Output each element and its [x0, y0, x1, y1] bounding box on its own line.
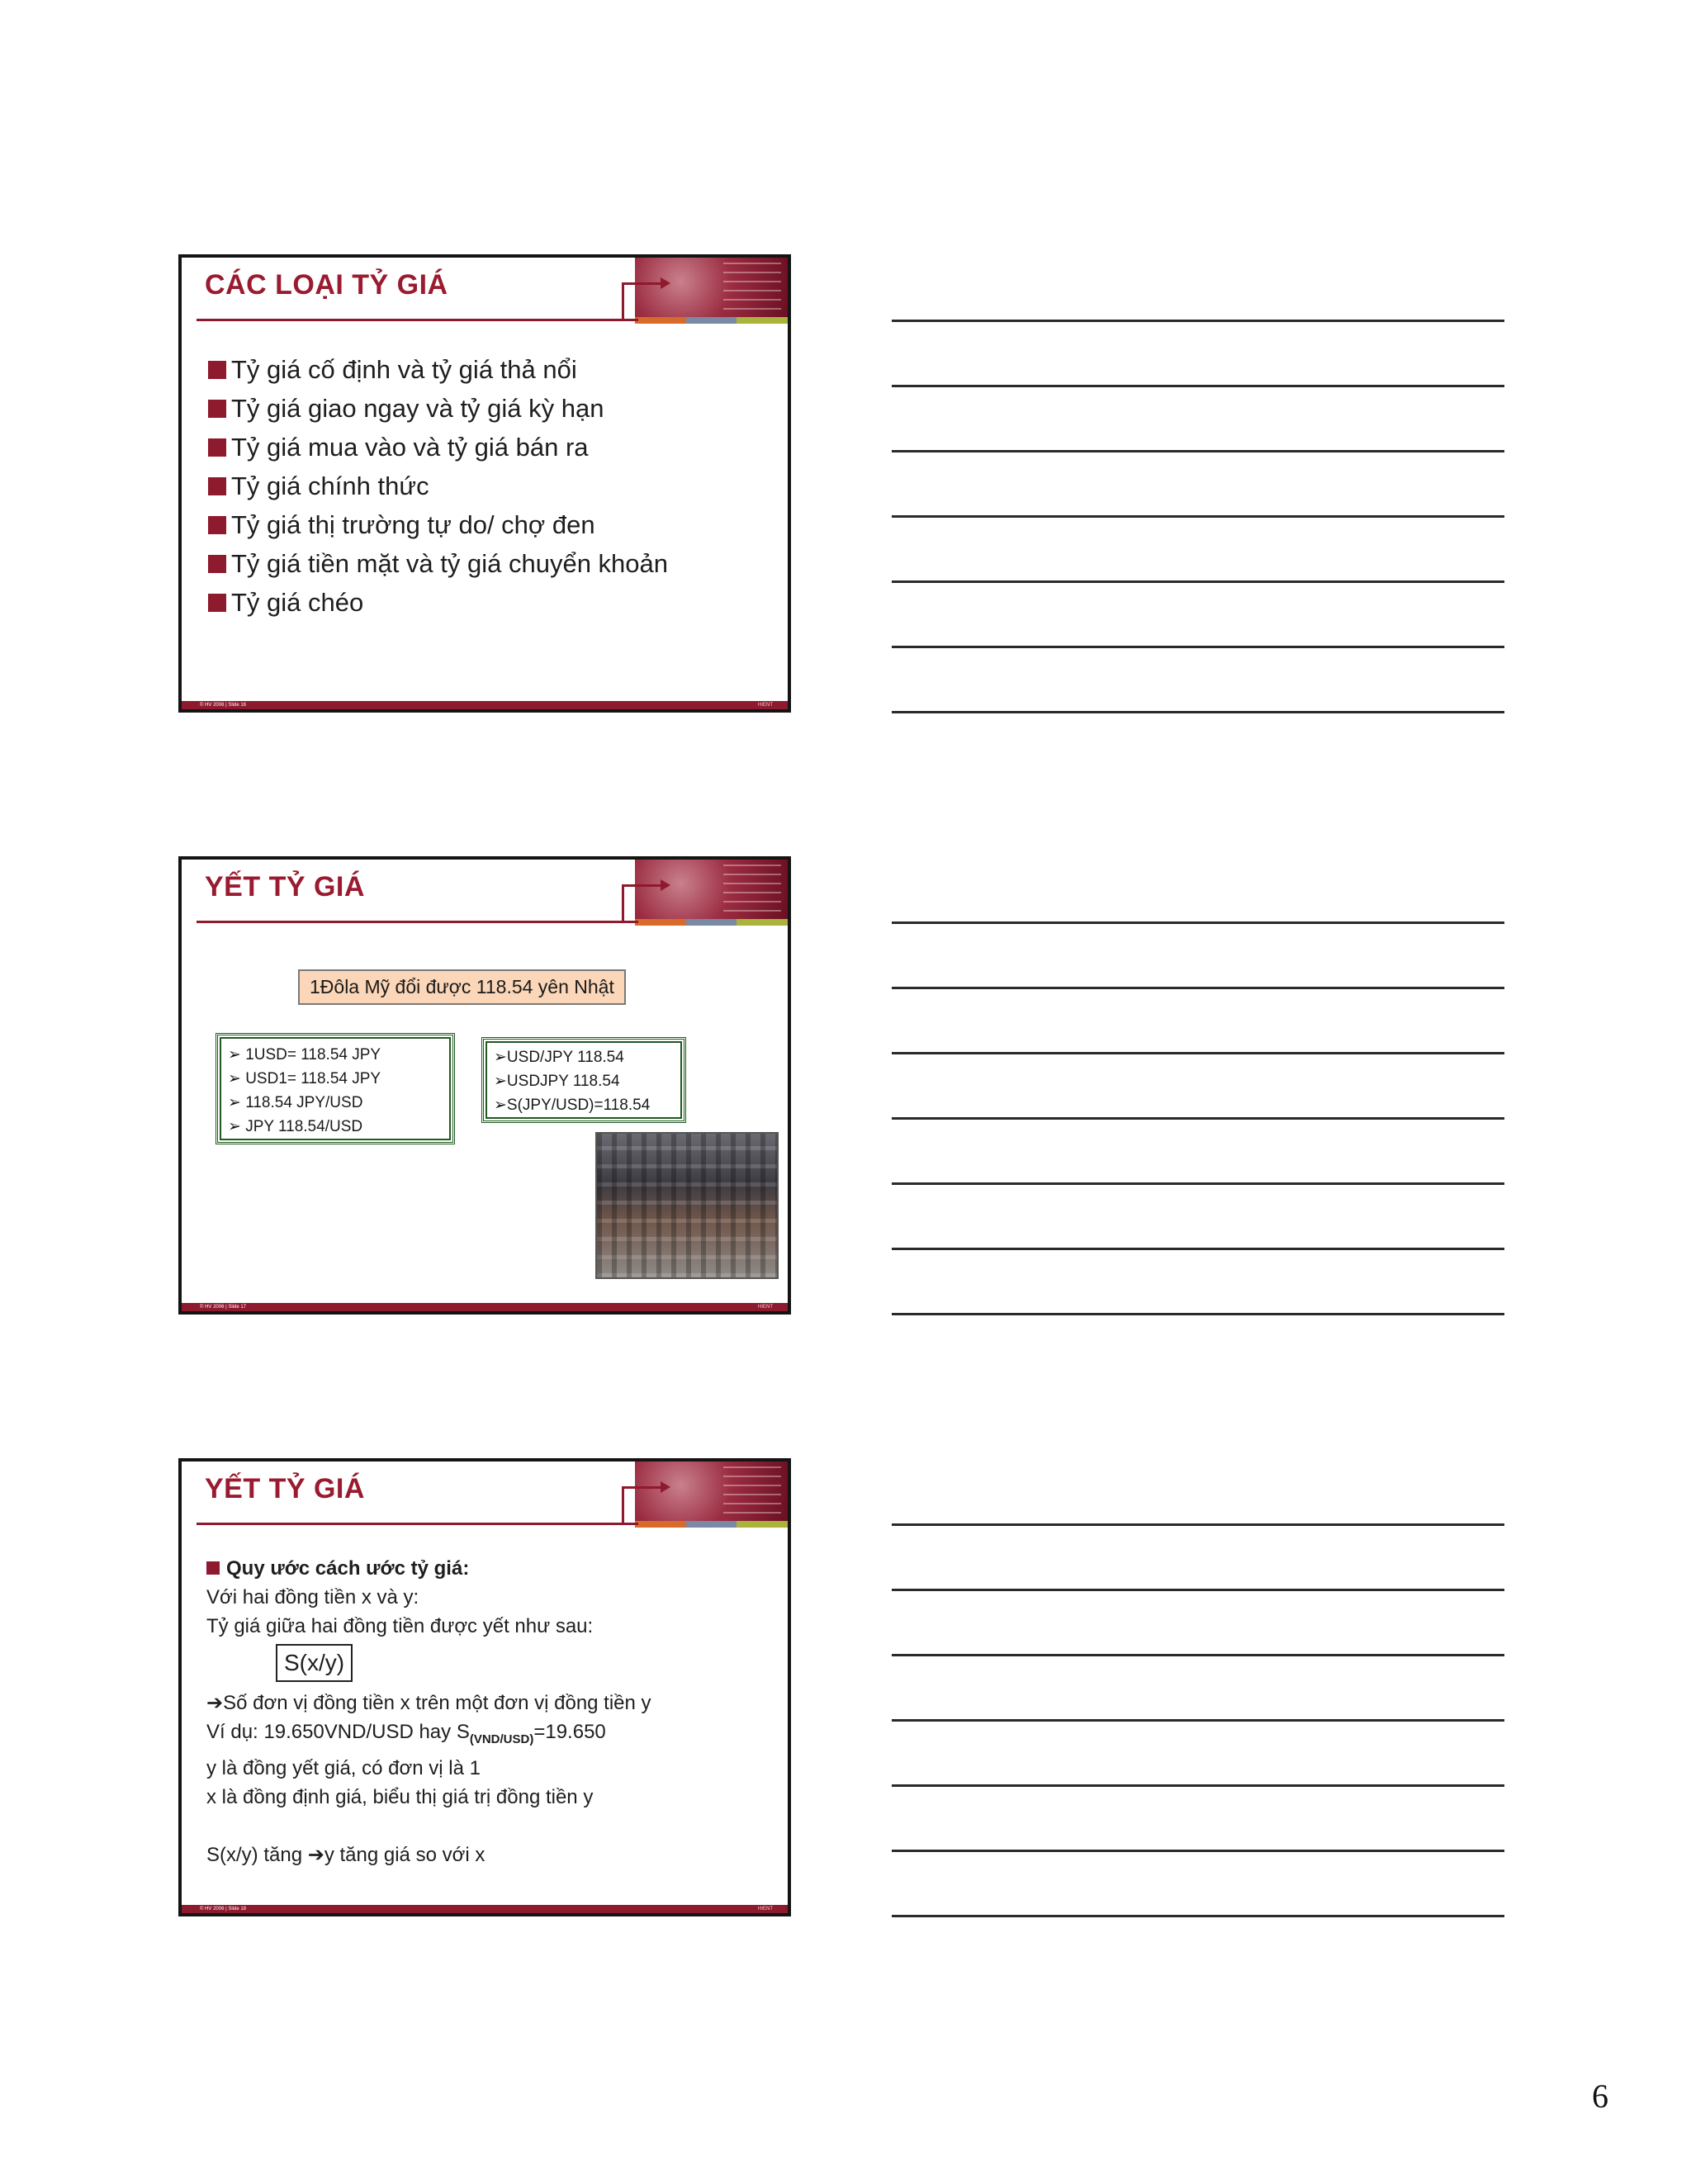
- square-bullet-icon: [208, 477, 226, 495]
- list-item: [228, 1091, 443, 1115]
- square-bullet-icon: [206, 1561, 220, 1575]
- bullet-text: Tỷ giá chính thức: [231, 471, 429, 500]
- bullet-text: Tỷ giá tiền mặt và tỷ giá chuyển khoản: [231, 549, 669, 578]
- example-line: [206, 1717, 651, 1754]
- note-lines-slide-18: [892, 1523, 1504, 1980]
- body-line: y là đồng yết giá, có đơn vị là 1: [206, 1756, 481, 1779]
- subscript-text: (VND/USD): [469, 1732, 534, 1746]
- list-item: [208, 505, 668, 544]
- list-item: [494, 1093, 674, 1117]
- quote-text: USDJPY 118.54: [506, 1073, 620, 1090]
- list-item: [494, 1045, 674, 1069]
- slide-footer: [182, 701, 788, 709]
- arrowhead-bullet-icon: ➢: [228, 1094, 246, 1111]
- bullet-text: Tỷ giá chéo: [231, 588, 364, 617]
- title-underline: [197, 1523, 638, 1525]
- right-arrow-icon: ➔: [206, 1692, 224, 1714]
- slide-17: [178, 856, 791, 1315]
- body-text: S(x/y) tăng: [206, 1843, 308, 1866]
- body-line: x là đồng định giá, biểu thị giá trị đồng tiền y: [206, 1785, 594, 1808]
- quote-format-box-left: [216, 1033, 455, 1144]
- body-text: Ví dụ: 19.650VND/USD hay S: [206, 1721, 470, 1743]
- right-arrow-icon: ➔: [307, 1843, 324, 1866]
- heading-text: Quy ước cách ước tỷ giá:: [226, 1557, 470, 1580]
- arrowhead-bullet-icon: ➢: [494, 1049, 507, 1066]
- arrowhead-bullet-icon: ➢: [494, 1073, 507, 1090]
- list-item: [228, 1067, 443, 1091]
- note-lines-slide-16: [892, 320, 1504, 776]
- arrowhead-bullet-icon: ➢: [228, 1118, 246, 1135]
- slide-footer: [182, 1905, 788, 1913]
- list-item: [208, 467, 668, 505]
- quote-text: JPY 118.54/USD: [245, 1118, 363, 1135]
- arrowhead-bullet-icon: ➢: [228, 1070, 246, 1087]
- note-lines-slide-17: [892, 921, 1504, 1378]
- page-number: 6: [1592, 2077, 1608, 2115]
- slide-footer: [182, 1303, 788, 1311]
- list-item: [494, 1069, 674, 1093]
- list-item: [208, 583, 668, 622]
- quote-text: 1USD= 118.54 JPY: [245, 1046, 381, 1064]
- list-item: [208, 350, 668, 389]
- footer-logo: HIENT: [758, 1305, 773, 1310]
- header-color-stripe: [635, 919, 788, 926]
- body-text: =19.650: [533, 1721, 606, 1743]
- body-text: Số đơn vị đồng tiền x trên một đơn vị đồng tiền y: [223, 1692, 651, 1714]
- list-item: [208, 544, 668, 583]
- slide-title: YẾT TỶ GIÁ: [205, 871, 365, 902]
- header-banner-image: [635, 1462, 788, 1521]
- list-item: [228, 1043, 443, 1067]
- title-connector: [622, 282, 624, 321]
- title-connector: [622, 1486, 624, 1525]
- square-bullet-icon: [208, 594, 226, 612]
- body-line: Tỷ giá giữa hai đồng tiền được yết như sau:: [206, 1615, 594, 1637]
- header-color-stripe: [635, 317, 788, 324]
- slide-title: YẾT TỶ GIÁ: [205, 1473, 365, 1504]
- bullet-text: Tỷ giá mua vào và tỷ giá bán ra: [231, 433, 589, 462]
- bullet-text: Tỷ giá giao ngay và tỷ giá kỳ hạn: [231, 394, 604, 423]
- slide-title: CÁC LOẠI TỶ GIÁ: [205, 269, 448, 301]
- footer-text: © HV 2006 | Slide 17: [200, 1305, 247, 1310]
- quote-text: USD/JPY 118.54: [506, 1049, 624, 1066]
- title-underline: [197, 319, 638, 321]
- body-text: y tăng giá so với x: [324, 1843, 486, 1866]
- arrowhead-bullet-icon: ➢: [494, 1097, 507, 1114]
- list-item: [208, 389, 668, 428]
- formula-box: S(x/y): [276, 1644, 353, 1682]
- quote-format-box-right: [481, 1037, 686, 1123]
- slide-body: [206, 1554, 651, 1869]
- quote-text: S(JPY/USD)=118.54: [506, 1097, 651, 1114]
- square-bullet-icon: [208, 438, 226, 457]
- title-connector: [622, 884, 624, 923]
- slide-16: [178, 254, 791, 713]
- list-item: [208, 428, 668, 467]
- section-heading: [206, 1554, 651, 1583]
- square-bullet-icon: [208, 400, 226, 418]
- bullet-list: [208, 350, 668, 622]
- square-bullet-icon: [208, 555, 226, 573]
- square-bullet-icon: [208, 361, 226, 379]
- trading-floor-photo: [595, 1132, 779, 1279]
- bullet-text: Tỷ giá thị trường tự do/ chợ đen: [231, 510, 595, 539]
- header-banner-image: [635, 258, 788, 317]
- title-connector: [622, 1486, 663, 1489]
- connector-arrow-icon: [661, 277, 670, 289]
- quote-text: USD1= 118.54 JPY: [245, 1070, 381, 1087]
- slide-18: [178, 1458, 791, 1916]
- footer-text: © HV 2006 | Slide 18: [200, 1907, 247, 1912]
- title-connector: [622, 282, 663, 285]
- body-line: Với hai đồng tiền x và y:: [206, 1586, 419, 1608]
- square-bullet-icon: [208, 516, 226, 534]
- quote-text: 118.54 JPY/USD: [245, 1094, 363, 1111]
- footer-text: © HV 2006 | Slide 16: [200, 703, 247, 708]
- body-line: [206, 1841, 651, 1869]
- title-connector: [622, 884, 663, 887]
- connector-arrow-icon: [661, 879, 670, 891]
- header-color-stripe: [635, 1521, 788, 1528]
- footer-logo: HIENT: [758, 703, 773, 708]
- conversion-callout: 1Đôla Mỹ đổi được 118.54 yên Nhật: [298, 969, 626, 1005]
- arrowhead-bullet-icon: ➢: [228, 1046, 246, 1064]
- footer-logo: HIENT: [758, 1907, 773, 1912]
- list-item: [228, 1115, 443, 1139]
- body-line: [206, 1689, 651, 1717]
- bullet-text: Tỷ giá cố định và tỷ giá thả nổi: [231, 355, 577, 384]
- title-underline: [197, 921, 638, 923]
- connector-arrow-icon: [661, 1481, 670, 1493]
- header-banner-image: [635, 860, 788, 919]
